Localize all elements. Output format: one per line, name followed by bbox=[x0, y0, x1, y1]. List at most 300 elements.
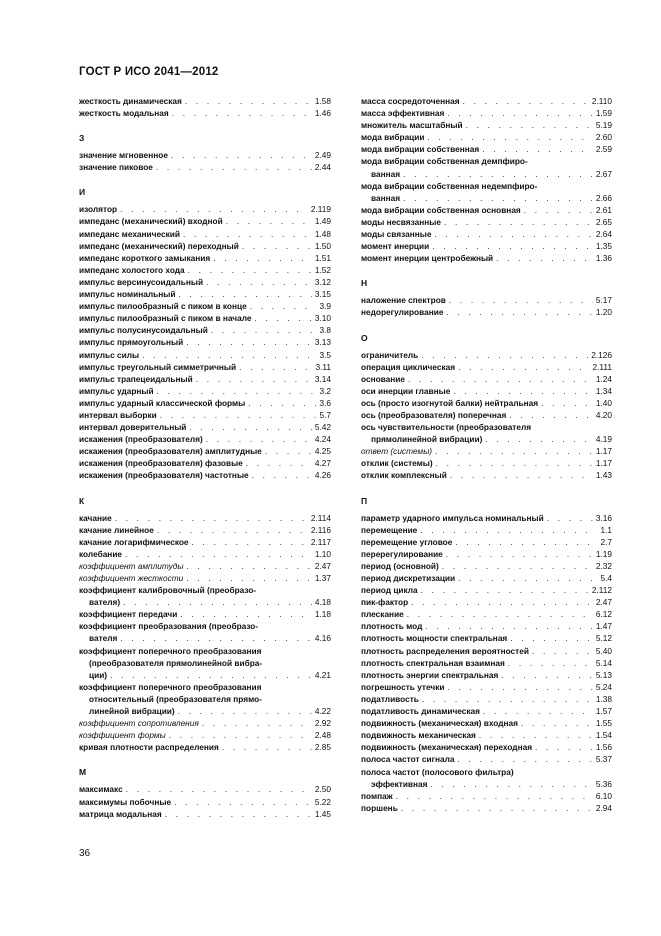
index-entry bbox=[361, 802, 612, 814]
entry-row bbox=[79, 596, 331, 608]
entry-reference: 3.5 bbox=[319, 349, 331, 360]
dot-leader bbox=[154, 524, 308, 536]
entry-row bbox=[79, 95, 331, 107]
entry-row bbox=[361, 228, 612, 240]
entry-row bbox=[361, 705, 612, 717]
index-entry bbox=[79, 445, 331, 457]
dot-leader bbox=[183, 572, 312, 584]
index-entry bbox=[79, 808, 331, 820]
index-entry bbox=[361, 596, 612, 608]
entry-reference: 6.12 bbox=[595, 609, 612, 620]
index-entry bbox=[361, 536, 612, 548]
index-entry bbox=[361, 204, 612, 216]
entry-term: качание bbox=[79, 512, 112, 523]
entry-row bbox=[79, 548, 331, 560]
entry-row bbox=[79, 264, 331, 276]
dot-leader bbox=[123, 783, 312, 795]
entry-row bbox=[361, 385, 612, 397]
dot-leader bbox=[418, 584, 589, 596]
entry-term-line: коэффициент калибровочный (преобразо- bbox=[79, 585, 257, 596]
dot-leader bbox=[249, 469, 312, 481]
entry-row bbox=[361, 681, 612, 693]
entry-term: коэффициент формы bbox=[79, 730, 166, 741]
dot-leader bbox=[518, 717, 593, 729]
entry-term: ответ (системы) bbox=[361, 446, 433, 457]
entry-reference: 1.10 bbox=[314, 548, 331, 559]
entry-reference: 3.9 bbox=[319, 301, 331, 312]
entry-row bbox=[79, 324, 331, 336]
index-entry bbox=[361, 645, 612, 657]
index-entry bbox=[79, 524, 331, 536]
entry-row bbox=[361, 143, 612, 155]
entry-row bbox=[361, 373, 612, 385]
dot-leader bbox=[157, 409, 317, 421]
index-column-right bbox=[361, 95, 612, 827]
entry-term: колебание bbox=[79, 548, 123, 559]
entry-reference: 2.119 bbox=[310, 204, 331, 215]
dot-leader bbox=[439, 560, 593, 572]
dot-leader bbox=[422, 620, 592, 632]
dot-leader bbox=[476, 729, 593, 741]
entry-row bbox=[79, 512, 331, 524]
entry-term: искажения (преобразователя) фазовые bbox=[79, 458, 243, 469]
entry-row bbox=[361, 608, 612, 620]
dot-leader bbox=[166, 729, 312, 741]
entry-term: оси инерции главные bbox=[361, 385, 451, 396]
entry-row bbox=[361, 790, 612, 802]
entry-reference: 1.37 bbox=[314, 573, 331, 583]
section-letter: О bbox=[361, 332, 368, 343]
entry-reference: 5.22 bbox=[314, 796, 331, 807]
dot-leader bbox=[139, 349, 316, 361]
index-entry bbox=[79, 645, 331, 681]
entry-row bbox=[79, 300, 331, 312]
entry-reference: 1.40 bbox=[595, 397, 612, 408]
entry-reference: 3.2 bbox=[319, 385, 331, 396]
entry-term: импеданс холостого хода bbox=[79, 264, 185, 275]
dot-leader bbox=[175, 705, 312, 717]
entry-term: ось (просто изогнутой балки) нейтральная bbox=[361, 397, 539, 408]
entry-term-line: эффективная bbox=[371, 778, 428, 789]
index-entry bbox=[79, 560, 331, 572]
entry-row bbox=[79, 349, 331, 361]
dot-leader bbox=[404, 608, 593, 620]
entry-term: коэффициент жесткости bbox=[79, 573, 184, 583]
dot-leader bbox=[117, 203, 308, 215]
dot-leader bbox=[199, 717, 312, 729]
index-entry bbox=[79, 312, 331, 324]
index-entry bbox=[79, 548, 331, 560]
entry-row bbox=[361, 778, 612, 790]
entry-reference: 1.18 bbox=[314, 609, 331, 620]
entry-term: отклик (системы) bbox=[361, 458, 433, 469]
dot-leader bbox=[177, 608, 312, 620]
entry-term: подвижность механическая bbox=[361, 730, 476, 741]
entry-reference: 5.17 bbox=[595, 295, 612, 306]
index-entry bbox=[361, 657, 612, 669]
entry-term-line: ванная bbox=[371, 192, 401, 203]
entry-row bbox=[361, 445, 612, 457]
index-section bbox=[79, 495, 331, 754]
index-entry bbox=[361, 681, 612, 693]
entry-reference: 4.20 bbox=[595, 409, 612, 420]
index-entry bbox=[361, 584, 612, 596]
dot-leader bbox=[408, 596, 593, 608]
entry-row bbox=[361, 469, 612, 481]
dot-leader bbox=[433, 457, 593, 469]
dot-leader bbox=[460, 95, 589, 107]
entry-term: коэффициент сопротивления bbox=[79, 718, 199, 729]
index-entry bbox=[361, 155, 612, 179]
entry-term-line: мода вибрации собственная демпфиро- bbox=[361, 156, 528, 167]
entry-row bbox=[79, 203, 331, 215]
entry-reference: 5.7 bbox=[319, 409, 331, 420]
entry-row bbox=[361, 240, 612, 252]
entry-reference: 5.19 bbox=[595, 120, 612, 131]
entry-reference: 1.49 bbox=[314, 216, 331, 227]
dot-leader bbox=[463, 119, 593, 131]
entry-reference: 4.25 bbox=[314, 446, 331, 457]
entry-reference: 1.17 bbox=[595, 446, 612, 457]
index-entry bbox=[361, 741, 612, 753]
entry-term-line: вателя) bbox=[89, 597, 121, 608]
entry-term: параметр ударного импульса номинальный bbox=[361, 512, 544, 523]
entry-reference: 3.10 bbox=[314, 313, 331, 324]
entry-reference: 2.92 bbox=[314, 718, 331, 729]
entry-term: импульс пилообразный с пиком в начале bbox=[79, 313, 252, 324]
entry-term-line: прямолинейной вибрации) bbox=[371, 434, 483, 445]
entry-reference: 2.60 bbox=[595, 132, 612, 143]
entry-reference: 2.59 bbox=[595, 144, 612, 155]
dot-leader bbox=[521, 204, 593, 216]
dot-leader bbox=[493, 252, 593, 264]
dot-leader bbox=[183, 336, 312, 348]
entry-row bbox=[361, 693, 612, 705]
entry-term: максимакс bbox=[79, 784, 123, 795]
entry-term: импульс полусинусоидальный bbox=[79, 325, 208, 336]
entry-row bbox=[79, 469, 331, 481]
entry-term: импульс номинальный bbox=[79, 289, 176, 300]
entry-row bbox=[79, 397, 331, 409]
entry-term: погрешность утечки bbox=[361, 681, 445, 692]
entry-term: импеданс (механический) входной bbox=[79, 216, 223, 227]
entry-term: интервал доверительный bbox=[79, 422, 187, 433]
entry-term: искажения (преобразователя) амплитудные bbox=[79, 446, 262, 457]
entry-term: значение пиковое bbox=[79, 162, 153, 173]
dot-leader bbox=[450, 385, 593, 397]
index-entry bbox=[79, 457, 331, 469]
entry-row bbox=[79, 729, 331, 741]
entry-term: поршень bbox=[361, 802, 398, 813]
entry-row bbox=[79, 560, 331, 572]
index-entry bbox=[79, 161, 331, 173]
index-entry bbox=[79, 107, 331, 119]
entry-reference: 2.48 bbox=[314, 730, 331, 741]
entry-row bbox=[79, 741, 331, 753]
index-entry bbox=[361, 95, 612, 107]
entry-term-line: (преобразователя прямолинейной вибра- bbox=[89, 657, 263, 668]
dot-leader bbox=[245, 397, 316, 409]
index-entry bbox=[79, 252, 331, 264]
entry-term: масса сосредоточенная bbox=[361, 96, 460, 106]
entry-row bbox=[361, 572, 612, 584]
entry-term: плотность мощности спектральная bbox=[361, 633, 508, 644]
entry-reference: 2.65 bbox=[595, 216, 612, 227]
entry-reference: 1.24 bbox=[595, 373, 612, 384]
dot-leader bbox=[446, 294, 593, 306]
entry-row bbox=[361, 524, 612, 536]
entry-reference: 3.14 bbox=[314, 373, 331, 384]
entry-row bbox=[79, 385, 331, 397]
index-entry bbox=[79, 620, 331, 644]
entry-row bbox=[79, 457, 331, 469]
entry-reference: 2.47 bbox=[314, 560, 331, 571]
entry-term: коэффициент амплитуды bbox=[79, 560, 184, 571]
dot-leader bbox=[455, 361, 589, 373]
entry-term: податливость динамическая bbox=[361, 706, 480, 717]
dot-leader bbox=[203, 433, 312, 445]
entry-row bbox=[361, 306, 612, 318]
entry-reference: 1.56 bbox=[595, 742, 612, 753]
dot-leader bbox=[153, 161, 312, 173]
entry-term: период (основной) bbox=[361, 560, 439, 571]
index-entry bbox=[361, 524, 612, 536]
entry-reference: 2.112 bbox=[591, 585, 612, 596]
entry-term: мода вибрации собственная основная bbox=[361, 204, 521, 215]
entry-row bbox=[361, 584, 612, 596]
index-entry bbox=[79, 681, 331, 717]
entry-term: множитель масштабный bbox=[361, 120, 463, 131]
index-entry bbox=[361, 180, 612, 204]
dot-leader bbox=[400, 168, 593, 180]
index-entry bbox=[361, 572, 612, 584]
entry-row bbox=[361, 560, 612, 572]
entry-row bbox=[361, 192, 612, 204]
index-entry bbox=[79, 608, 331, 620]
entry-reference: 2.32 bbox=[595, 560, 612, 571]
dot-leader bbox=[455, 572, 597, 584]
entry-reference: 3.15 bbox=[314, 289, 331, 300]
dot-leader bbox=[447, 469, 593, 481]
entry-reference: 4.24 bbox=[314, 434, 331, 445]
index-entry bbox=[361, 409, 612, 421]
entry-row bbox=[361, 168, 612, 180]
index-entry bbox=[361, 240, 612, 252]
index-entry bbox=[79, 741, 331, 753]
dot-leader bbox=[193, 373, 312, 385]
index-entry bbox=[361, 306, 612, 318]
index-entry bbox=[361, 632, 612, 644]
dot-leader bbox=[444, 681, 592, 693]
section-letter: П bbox=[361, 495, 368, 506]
dot-leader bbox=[480, 705, 593, 717]
dot-leader bbox=[455, 753, 593, 765]
index-entry bbox=[79, 409, 331, 421]
entry-reference: 5.14 bbox=[595, 657, 612, 668]
dot-leader bbox=[239, 240, 312, 252]
entry-reference: 1.1 bbox=[600, 524, 612, 535]
index-entry bbox=[79, 796, 331, 808]
dot-leader bbox=[431, 228, 592, 240]
entry-row bbox=[79, 632, 331, 644]
entry-reference: 2.110 bbox=[591, 96, 612, 106]
entry-term: момент инерции центробежный bbox=[361, 253, 494, 264]
entry-reference: 1.17 bbox=[595, 458, 612, 469]
dot-leader bbox=[443, 548, 593, 560]
dot-leader bbox=[112, 512, 308, 524]
index-entry bbox=[79, 783, 331, 795]
entry-row bbox=[79, 288, 331, 300]
index-section bbox=[361, 277, 612, 318]
entry-term: импеданс короткого замыкания bbox=[79, 252, 211, 263]
section-letter: З bbox=[79, 133, 85, 144]
entry-row bbox=[361, 717, 612, 729]
index-entry bbox=[361, 252, 612, 264]
entry-row bbox=[361, 548, 612, 560]
entry-term: импеданс механический bbox=[79, 228, 180, 239]
entry-reference: 5.12 bbox=[595, 633, 612, 644]
entry-reference: 2.50 bbox=[314, 784, 331, 795]
dot-leader bbox=[180, 228, 312, 240]
entry-term: моды связанные bbox=[361, 229, 432, 240]
entry-reference: 6.10 bbox=[595, 790, 612, 801]
dot-leader bbox=[185, 264, 312, 276]
entry-term: изолятор bbox=[79, 204, 118, 215]
section-letter: Н bbox=[361, 278, 368, 289]
entry-term: перерегулирование bbox=[361, 548, 443, 559]
entry-reference: 1.38 bbox=[595, 693, 612, 704]
entry-reference: 3.8 bbox=[319, 325, 331, 336]
section-letter: М bbox=[79, 767, 87, 778]
entry-reference: 2.49 bbox=[314, 150, 331, 161]
dot-leader bbox=[120, 596, 312, 608]
entry-reference: 3.6 bbox=[319, 397, 331, 408]
entry-row bbox=[361, 457, 612, 469]
dot-leader bbox=[400, 192, 593, 204]
entry-row bbox=[361, 802, 612, 814]
entry-row bbox=[79, 572, 331, 584]
entry-term: импульс ударный классической формы bbox=[79, 397, 246, 408]
entry-row bbox=[79, 669, 331, 681]
index-entry bbox=[361, 445, 612, 457]
entry-row bbox=[361, 753, 612, 765]
entry-term: импульс треугольный симметричный bbox=[79, 361, 237, 372]
index-entry bbox=[79, 149, 331, 161]
entry-reference: 4.21 bbox=[314, 669, 331, 680]
index-entry bbox=[361, 705, 612, 717]
entry-term: импульс силы bbox=[79, 349, 140, 360]
index-entry bbox=[361, 228, 612, 240]
dot-leader bbox=[393, 790, 593, 802]
entry-term: масса эффективная bbox=[361, 108, 445, 119]
entry-row bbox=[361, 349, 612, 361]
entry-term: матрица модальная bbox=[79, 808, 162, 819]
entry-term-line: линейной вибрации) bbox=[89, 706, 175, 717]
index-entry bbox=[361, 548, 612, 560]
dot-leader bbox=[210, 252, 312, 264]
index-section bbox=[79, 132, 331, 173]
entry-row bbox=[79, 783, 331, 795]
entry-row bbox=[361, 620, 612, 632]
entry-row bbox=[79, 421, 331, 433]
entry-row bbox=[79, 536, 331, 548]
dot-leader bbox=[405, 373, 593, 385]
entry-reference: 1.50 bbox=[314, 240, 331, 251]
dot-leader bbox=[529, 645, 593, 657]
dot-leader bbox=[186, 421, 311, 433]
entry-reference: 2.61 bbox=[595, 204, 612, 215]
index-entry bbox=[79, 300, 331, 312]
entry-term: недорегулирование bbox=[361, 307, 444, 318]
entry-reference: 2.114 bbox=[310, 512, 331, 523]
entry-reference: 2.126 bbox=[591, 349, 612, 360]
entry-term: пик-фактор bbox=[361, 597, 409, 608]
index-entry bbox=[79, 240, 331, 252]
index-entry bbox=[361, 669, 612, 681]
dot-leader bbox=[154, 385, 317, 397]
index-entry bbox=[79, 203, 331, 215]
dot-leader bbox=[398, 802, 593, 814]
entry-term: плотность мод bbox=[361, 621, 423, 632]
dot-leader bbox=[252, 312, 312, 324]
entry-term: подвижность (механическая) входная bbox=[361, 718, 518, 729]
entry-reference: 1.36 bbox=[595, 253, 612, 264]
entry-term: импульс ударный bbox=[79, 385, 154, 396]
entry-term: основание bbox=[361, 373, 405, 384]
entry-term: плотность спектральная взаимная bbox=[361, 657, 505, 668]
dot-leader bbox=[482, 433, 592, 445]
entry-row bbox=[361, 645, 612, 657]
entry-reference: 2.116 bbox=[310, 524, 331, 535]
entry-row bbox=[361, 729, 612, 741]
entry-row bbox=[79, 445, 331, 457]
index-entry bbox=[361, 620, 612, 632]
dot-leader bbox=[223, 215, 312, 227]
index-entry bbox=[79, 228, 331, 240]
dot-leader bbox=[479, 143, 593, 155]
dot-leader bbox=[418, 349, 588, 361]
index-entry bbox=[361, 766, 612, 790]
index-entry bbox=[79, 536, 331, 548]
dot-leader bbox=[175, 288, 311, 300]
index-entry bbox=[79, 584, 331, 608]
entry-term: ось (преобразователя) поперечная bbox=[361, 409, 507, 420]
entry-term: искажения (преобразователя) частотные bbox=[79, 470, 249, 481]
entry-term: качание линейное bbox=[79, 524, 154, 535]
dot-leader bbox=[432, 445, 593, 457]
index-entry bbox=[79, 397, 331, 409]
index-section bbox=[79, 95, 331, 119]
dot-leader bbox=[506, 409, 593, 421]
entry-term: подвижность (механическая) переходная bbox=[361, 742, 533, 753]
entry-reference: 5.42 bbox=[314, 422, 331, 433]
entry-reference: 5.37 bbox=[595, 754, 612, 765]
entry-term: искажения (преобразователя) bbox=[79, 434, 203, 445]
dot-leader bbox=[419, 693, 593, 705]
dot-leader bbox=[505, 657, 593, 669]
entry-term: кривая плотности распределения bbox=[79, 742, 219, 753]
entry-row bbox=[361, 512, 612, 524]
entry-reference: 1.55 bbox=[595, 718, 612, 729]
entry-term: моды несвязанные bbox=[361, 216, 441, 227]
index-entry bbox=[361, 143, 612, 155]
index-section bbox=[361, 95, 612, 264]
index-entry bbox=[361, 294, 612, 306]
index-entry bbox=[79, 215, 331, 227]
entry-reference: 1.48 bbox=[314, 228, 331, 239]
index-entry bbox=[79, 433, 331, 445]
entry-row bbox=[361, 131, 612, 143]
